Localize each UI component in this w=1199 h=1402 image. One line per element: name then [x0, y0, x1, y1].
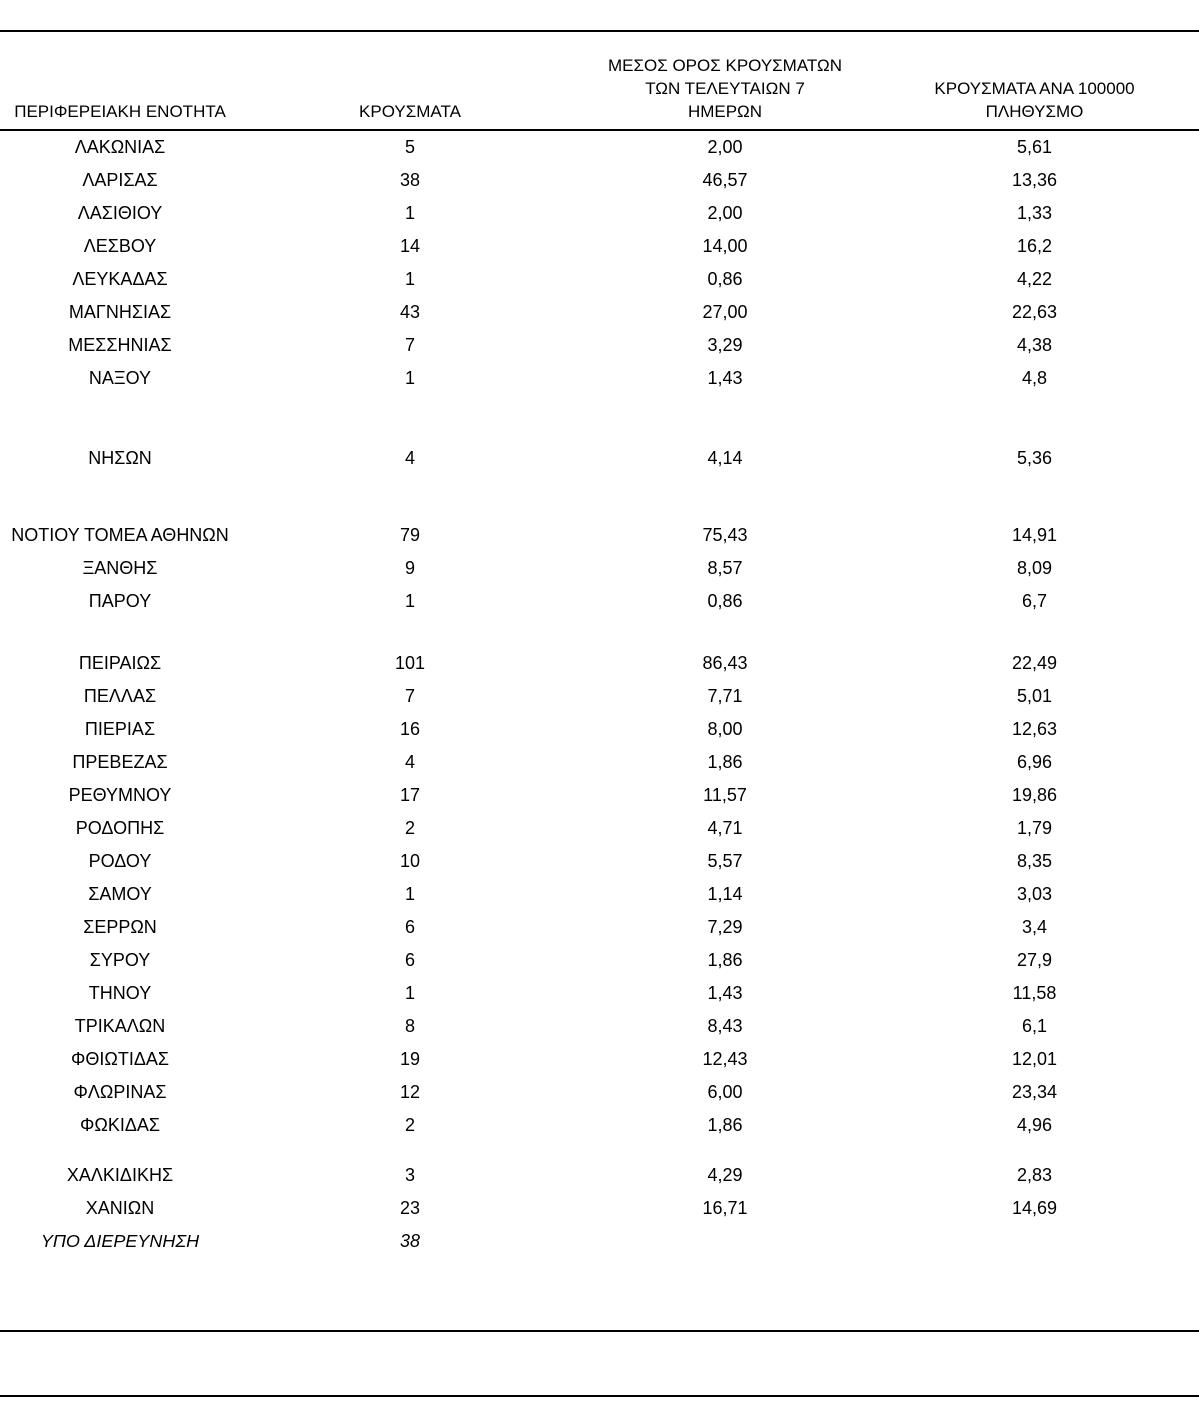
- region-cell: ΦΛΩΡΙΝΑΣ: [73, 1082, 167, 1102]
- cases-cell: 14: [399, 236, 421, 256]
- cases-cell: 7: [404, 686, 415, 706]
- table-row: [0, 296, 1199, 329]
- region-cell: ΠΑΡΟΥ: [88, 591, 152, 611]
- avg7-cell: 2,00: [707, 203, 743, 223]
- per100k-cell: 6,96: [1016, 752, 1053, 772]
- region-cell: ΣΥΡΟΥ: [89, 950, 151, 970]
- table-row: [0, 713, 1199, 746]
- region-cell: ΛΑΚΩΝΙΑΣ: [74, 137, 166, 157]
- table-row: [0, 442, 1199, 475]
- table-row: [0, 362, 1199, 395]
- per100k-cell: 3,4: [1021, 917, 1048, 937]
- table-row: [0, 263, 1199, 296]
- avg7-cell: 1,43: [707, 983, 743, 1003]
- table-row: [0, 130, 1199, 164]
- header-avg7-line1: ΜΕΣΟΣ ΟΡΟΣ ΚΡΟΥΣΜΑΤΩΝ: [608, 56, 842, 75]
- avg7-cell: 11,57: [703, 785, 747, 805]
- table-row: [0, 812, 1199, 845]
- table-row: [0, 1159, 1199, 1192]
- avg7-cell: 0,86: [707, 591, 743, 611]
- bottom-border-line-upper: [0, 1330, 1199, 1332]
- region-cell: ΦΘΙΩΤΙΔΑΣ: [71, 1049, 169, 1069]
- per100k-cell: 19,86: [1011, 785, 1058, 805]
- per100k-cell: 8,09: [1016, 558, 1053, 578]
- avg7-cell: 0,86: [707, 269, 743, 289]
- per100k-cell: 14,69: [1011, 1198, 1058, 1218]
- table-row: [0, 1076, 1199, 1109]
- table-row: [0, 552, 1199, 585]
- region-cell: ΝΑΞΟΥ: [88, 368, 152, 388]
- region-cell: ΣΑΜΟΥ: [88, 884, 152, 904]
- table-row: [0, 680, 1199, 713]
- per100k-cell: 5,61: [1016, 137, 1053, 157]
- per100k-cell: 12,63: [1011, 719, 1058, 739]
- table-row: [0, 977, 1199, 1010]
- cases-cell: 6: [404, 950, 415, 970]
- cases-cell: 2: [404, 1115, 415, 1135]
- cases-cell: 1: [404, 203, 415, 223]
- table-row: [0, 1225, 1199, 1258]
- region-cell: ΜΑΓΝΗΣΙΑΣ: [68, 302, 172, 322]
- avg7-cell: 27,00: [702, 302, 748, 322]
- avg7-cell: 4,71: [707, 818, 743, 838]
- region-cell: ΛΑΣΙΘΙΟΥ: [77, 203, 163, 223]
- header-per100k-line2: ΠΛΗΘΥΣΜΟ: [985, 102, 1084, 121]
- header-avg7-line3: ΗΜΕΡΩΝ: [687, 102, 763, 121]
- per100k-cell: 22,49: [1011, 653, 1058, 673]
- avg7-cell: 14,00: [702, 236, 748, 256]
- per100k-cell: 6,7: [1021, 591, 1048, 611]
- cases-cell: 1: [404, 269, 415, 289]
- avg7-cell: 1,86: [707, 752, 743, 772]
- cases-cell: 8: [404, 1016, 415, 1036]
- avg7-cell: [580, 1225, 870, 1258]
- region-cell: ΥΠΟ ΔΙΕΡΕΥΝΗΣΗ: [40, 1231, 200, 1251]
- cases-cell: 1: [404, 983, 415, 1003]
- cases-cell: 4: [404, 752, 415, 772]
- region-cell: ΡΟΔΟΥ: [88, 851, 152, 871]
- per100k-cell: 14,91: [1011, 525, 1058, 545]
- avg7-cell: 46,57: [702, 170, 748, 190]
- header-cases: [240, 32, 580, 130]
- per100k-cell: 13,36: [1011, 170, 1058, 190]
- table-row: [0, 647, 1199, 680]
- region-cell: ΦΩΚΙΔΑΣ: [80, 1115, 160, 1135]
- per100k-cell: 5,36: [1016, 448, 1053, 468]
- region-cell: ΠΡΕΒΕΖΑΣ: [72, 752, 168, 772]
- region-cell: ΝΟΤΙΟΥ ΤΟΜΕΑ ΑΘΗΝΩΝ: [11, 525, 229, 545]
- cases-cell: 9: [404, 558, 415, 578]
- per100k-cell: 4,22: [1016, 269, 1053, 289]
- cases-cell: 43: [399, 302, 421, 322]
- avg7-cell: 1,14: [707, 884, 743, 904]
- cases-cell: 19: [399, 1049, 421, 1069]
- cases-cell: 12: [399, 1082, 421, 1102]
- table-body: [0, 130, 1199, 1258]
- avg7-cell: 7,71: [707, 686, 743, 706]
- per100k-cell: 6,1: [1021, 1016, 1048, 1036]
- avg7-cell: 16,71: [702, 1198, 748, 1218]
- region-cell: ΧΑΝΙΩΝ: [85, 1198, 155, 1218]
- per100k-cell: 22,63: [1011, 302, 1058, 322]
- per100k-cell: 1,33: [1016, 203, 1053, 223]
- table-row: [0, 1109, 1199, 1142]
- header-region-label: ΠΕΡΙΦΕΡΕΙΑΚΗ ΕΝΟΤΗΤΑ: [14, 102, 226, 121]
- cases-cell: 101: [394, 653, 426, 673]
- avg7-cell: 75,43: [702, 525, 748, 545]
- avg7-cell: 3,29: [707, 335, 743, 355]
- per100k-cell: 2,83: [1016, 1165, 1053, 1185]
- avg7-cell: 8,57: [707, 558, 743, 578]
- per100k-cell: 1,79: [1016, 818, 1053, 838]
- per100k-cell: 16,2: [1016, 236, 1053, 256]
- cases-cell: 4: [404, 448, 415, 468]
- cases-table: [0, 32, 1199, 1258]
- per100k-cell: 8,35: [1016, 851, 1053, 871]
- avg7-cell: 5,57: [707, 851, 743, 871]
- table-row: [0, 845, 1199, 878]
- region-cell: ΧΑΛΚΙΔΙΚΗΣ: [66, 1165, 174, 1185]
- header-avg7-line2: ΤΩΝ ΤΕΛΕΥΤΑΙΩΝ 7: [645, 79, 805, 98]
- cases-cell: 7: [404, 335, 415, 355]
- region-cell: ΜΕΣΣΗΝΙΑΣ: [68, 335, 172, 355]
- cases-cell: 10: [399, 851, 421, 871]
- region-cell: ΡΟΔΟΠΗΣ: [75, 818, 165, 838]
- bottom-border-line-lower: [0, 1395, 1199, 1397]
- avg7-cell: 8,00: [707, 719, 743, 739]
- region-cell: ΤΗΝΟΥ: [88, 983, 152, 1003]
- cases-cell: 1: [404, 884, 415, 904]
- per100k-cell: 4,96: [1016, 1115, 1053, 1135]
- cases-cell: 6: [404, 917, 415, 937]
- cases-cell: 1: [404, 368, 415, 388]
- region-cell: ΣΕΡΡΩΝ: [83, 917, 157, 937]
- cases-cell: 1: [404, 591, 415, 611]
- cases-cell: 2: [404, 818, 415, 838]
- avg7-cell: 1,43: [707, 368, 743, 388]
- per100k-cell: 12,01: [1011, 1049, 1058, 1069]
- avg7-cell: 8,43: [707, 1016, 743, 1036]
- avg7-cell: 2,00: [707, 137, 743, 157]
- table-row: [0, 911, 1199, 944]
- spacer-row: [0, 395, 1199, 442]
- per100k-cell: 27,9: [1016, 950, 1053, 970]
- avg7-cell: 1,86: [707, 1115, 743, 1135]
- per100k-cell: [870, 1225, 1199, 1258]
- cases-cell: 38: [399, 170, 421, 190]
- table-row: [0, 1192, 1199, 1225]
- table-row: [0, 585, 1199, 618]
- header-per100k-line1: ΚΡΟΥΣΜΑΤΑ ΑΝΑ 100000: [934, 79, 1135, 98]
- cases-cell: 23: [399, 1198, 421, 1218]
- avg7-cell: 7,29: [707, 917, 743, 937]
- region-cell: ΛΕΥΚΑΔΑΣ: [72, 269, 168, 289]
- table-row: [0, 164, 1199, 197]
- region-cell: ΠΕΙΡΑΙΩΣ: [78, 653, 162, 673]
- table-row: [0, 519, 1199, 552]
- spacer-row: [0, 475, 1199, 519]
- table-row: [0, 746, 1199, 779]
- region-cell: ΠΙΕΡΙΑΣ: [84, 719, 156, 739]
- table-row: [0, 329, 1199, 362]
- per100k-cell: 4,38: [1016, 335, 1053, 355]
- header-avg7: [580, 32, 870, 130]
- spacer-row: [0, 1142, 1199, 1159]
- avg7-cell: 1,86: [707, 950, 743, 970]
- per100k-cell: 5,01: [1016, 686, 1053, 706]
- header-region: [0, 32, 240, 130]
- table-row: [0, 197, 1199, 230]
- avg7-cell: 6,00: [707, 1082, 743, 1102]
- table-row: [0, 944, 1199, 977]
- region-cell: ΛΑΡΙΣΑΣ: [82, 170, 158, 190]
- region-cell: ΠΕΛΛΑΣ: [83, 686, 157, 706]
- avg7-cell: 4,29: [707, 1165, 743, 1185]
- header-cases-label: ΚΡΟΥΣΜΑΤΑ: [359, 102, 461, 121]
- region-cell: ΝΗΣΩΝ: [88, 448, 152, 468]
- avg7-cell: 4,14: [707, 448, 743, 468]
- per100k-cell: 23,34: [1011, 1082, 1058, 1102]
- table-row: [0, 230, 1199, 263]
- spacer-row: [0, 618, 1199, 647]
- table-row: [0, 1010, 1199, 1043]
- avg7-cell: 86,43: [702, 653, 748, 673]
- region-cell: ΞΑΝΘΗΣ: [82, 558, 158, 578]
- header-per100k: [870, 32, 1199, 130]
- cases-cell: 17: [399, 785, 421, 805]
- per100k-cell: 11,58: [1012, 983, 1057, 1003]
- cases-cell: 3: [404, 1165, 415, 1185]
- per100k-cell: 3,03: [1016, 884, 1053, 904]
- cases-cell: 38: [399, 1231, 421, 1251]
- table-row: [0, 1043, 1199, 1076]
- cases-cell: 79: [399, 525, 421, 545]
- region-cell: ΤΡΙΚΑΛΩΝ: [74, 1016, 166, 1036]
- avg7-cell: 12,43: [702, 1049, 748, 1069]
- cases-cell: 5: [404, 137, 415, 157]
- per100k-cell: 4,8: [1021, 368, 1048, 388]
- header-row: [0, 32, 1199, 130]
- table-row: [0, 878, 1199, 911]
- region-cell: ΛΕΣΒΟΥ: [83, 236, 157, 256]
- cases-cell: 16: [399, 719, 421, 739]
- region-cell: ΡΕΘΥΜΝΟΥ: [68, 785, 172, 805]
- table-row: [0, 779, 1199, 812]
